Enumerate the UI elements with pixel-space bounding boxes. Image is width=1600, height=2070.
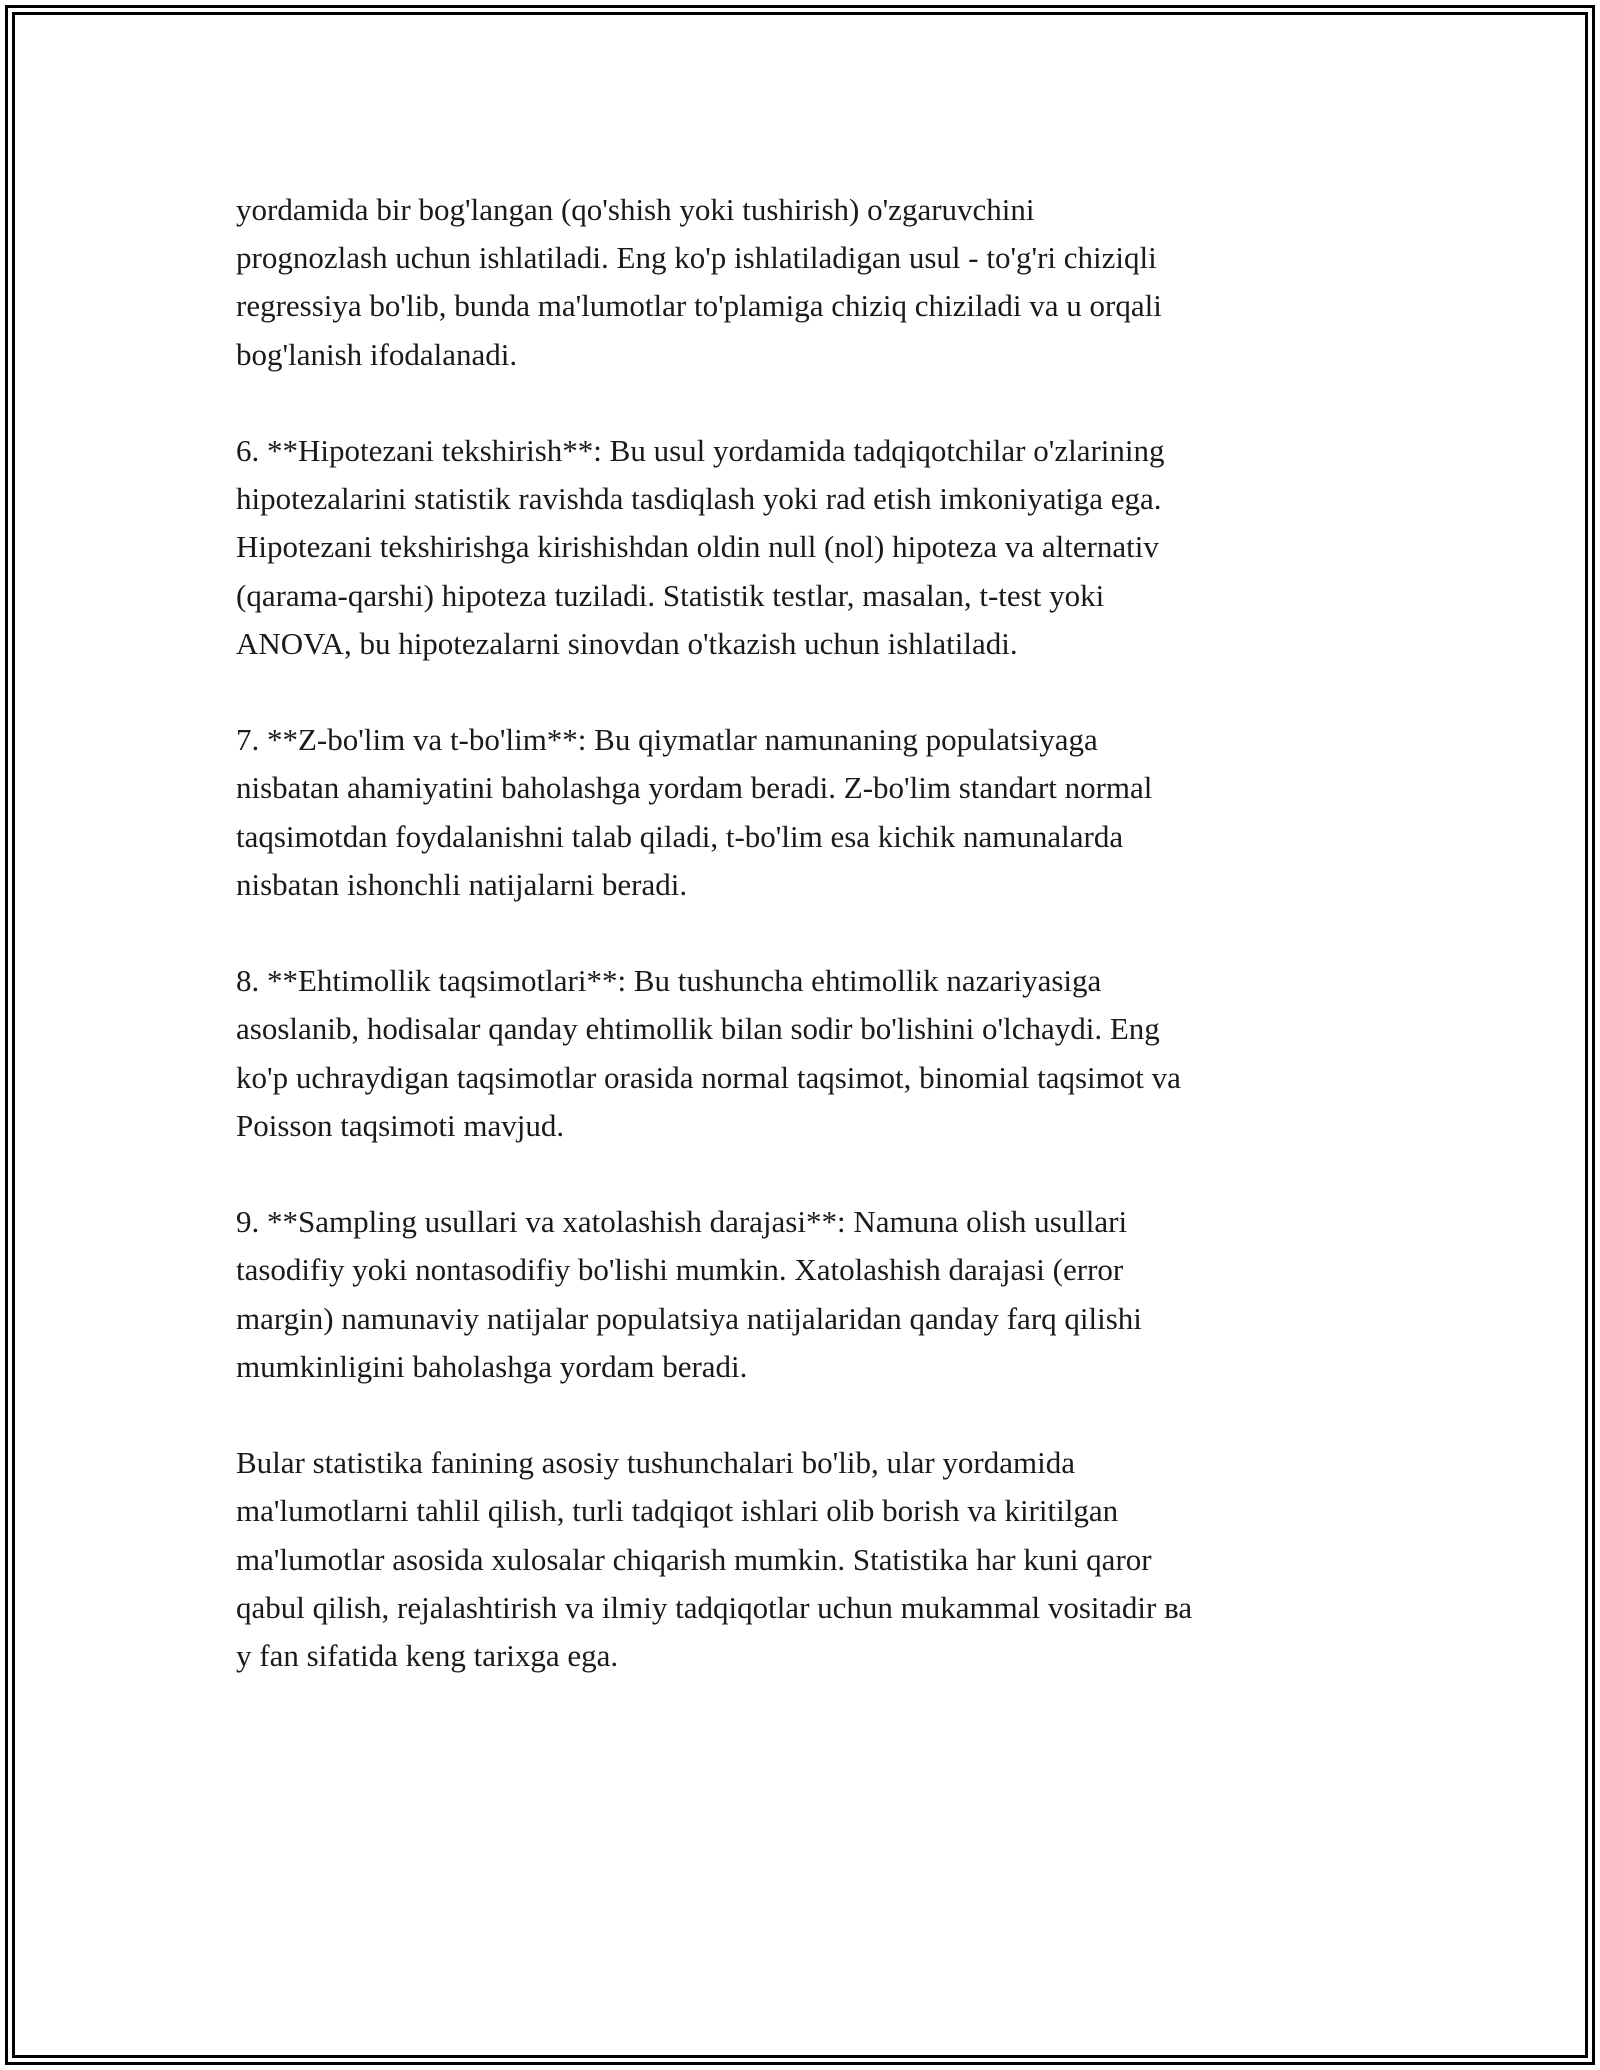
text-line: qabul qilish, rejalashtirish va ilmiy tadqiqotlar uchun mukammal vositadir ва bbox=[236, 1589, 1193, 1625]
text-line: hipotezalarini statistik ravishda tasdiqlash yoki rad etish imkoniyatiga ega. bbox=[236, 481, 1162, 517]
text-line: 6. **Hipotezani tekshirish**: Bu usul yordamida tadqiqotchilar o'zlarining bbox=[236, 433, 1165, 468]
document-body bbox=[236, 186, 1396, 1728]
text-line: Hipotezani tekshirishga kirishishdan oldin null (nol) hipoteza va alternativ bbox=[236, 529, 1159, 565]
text-line: nisbatan ahamiyatini baholashga yordam beradi. Z-bo'lim standart normal bbox=[236, 770, 1153, 806]
paragraph-regression-continued bbox=[236, 186, 1396, 379]
paragraph-z-and-t-scores bbox=[236, 716, 1396, 909]
text-line: 7. **Z-bo'lim va t-bo'lim**: Bu qiymatlar namunaning populatsiyaga bbox=[236, 722, 1098, 758]
text-line: ko'p uchraydigan taqsimotlar orasida normal taqsimot, binomial taqsimot va bbox=[236, 1059, 1181, 1095]
paragraph-hypothesis-testing bbox=[236, 427, 1396, 668]
text-line: ma'lumotlar asosida xulosalar chiqarish mumkin. Statistika har kuni qaror bbox=[236, 1541, 1152, 1577]
paragraph-sampling-methods bbox=[236, 1198, 1396, 1391]
text-line: (qarama-qarshi) hipoteza tuziladi. Statistik testlar, masalan, t-test yoki bbox=[236, 577, 1105, 613]
text-line: tasodifiy yoki nontasodifiy bo'lishi mumkin. Xatolashish darajasi (error bbox=[236, 1252, 1124, 1288]
text-line: prognozlash uchun ishlatiladi. Eng ko'p ishlatiladigan usul - to'g'ri chiziqli bbox=[236, 240, 1157, 276]
text-line: mumkinligini baholashga yordam beradi. bbox=[236, 1348, 748, 1384]
text-line: taqsimotdan foydalanishni talab qiladi, t-bo'lim esa kichik namunalarda bbox=[236, 818, 1124, 854]
text-line: ANOVA, bu hipotezalarni sinovdan o'tkazish uchun ishlatiladi. bbox=[236, 625, 1018, 661]
text-line: nisbatan ishonchli natijalarni beradi. bbox=[236, 866, 688, 902]
text-line: Poisson taqsimoti mavjud. bbox=[236, 1107, 565, 1143]
text-line: yordamida bir bog'langan (qo'shish yoki tushirish) o'zgaruvchini bbox=[236, 192, 1035, 227]
text-line: regressiya bo'lib, bunda ma'lumotlar to'plamiga chiziq chiziladi va u orqali bbox=[236, 288, 1162, 324]
text-line: margin) namunaviy natijalar populatsiya natijalaridan qanday farq qilishi bbox=[236, 1300, 1142, 1336]
text-line: ma'lumotlarni tahlil qilish, turli tadqiqot ishlari olib borish va kiritilgan bbox=[236, 1493, 1119, 1529]
text-line: Bular statistika fanining asosiy tushunchalari bo'lib, ular yordamida bbox=[236, 1445, 1075, 1481]
text-line: asoslanib, hodisalar qanday ehtimollik bilan sodir bo'lishini o'lchaydi. Eng bbox=[236, 1011, 1160, 1047]
paragraph-probability-distributions bbox=[236, 957, 1396, 1150]
paragraph-conclusion bbox=[236, 1439, 1396, 1680]
text-line: y fan sifatida keng tarixga ega. bbox=[236, 1638, 619, 1674]
text-line: bog'lanish ifodalanadi. bbox=[236, 336, 518, 372]
text-line: 8. **Ehtimollik taqsimotlari**: Bu tushuncha ehtimollik nazariyasiga bbox=[236, 963, 1102, 999]
text-line: 9. **Sampling usullari va xatolashish darajasi**: Namuna olish usullari bbox=[236, 1204, 1128, 1240]
